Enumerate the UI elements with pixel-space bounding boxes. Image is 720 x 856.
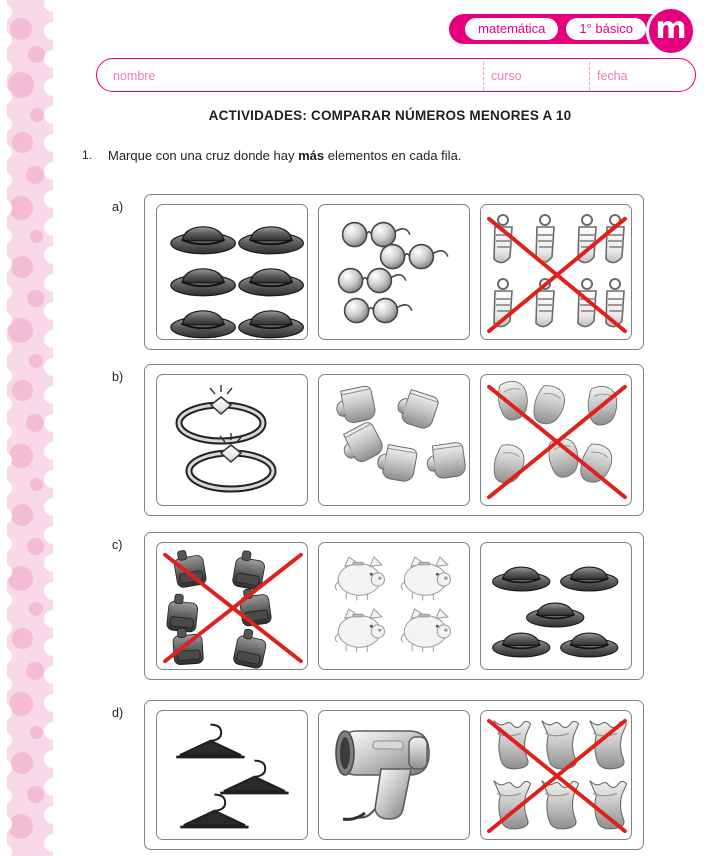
row-label-a: a) xyxy=(112,200,124,214)
row-d-cell-1-hangers[interactable] xyxy=(156,710,308,840)
student-info-bar[interactable] xyxy=(96,58,696,92)
row-b-cell-3-slippers[interactable] xyxy=(480,374,632,506)
grade-label: 1° básico xyxy=(566,18,646,40)
instruction-bold: más xyxy=(298,148,325,163)
row-d-cell-2-hair-dryer[interactable] xyxy=(318,710,470,840)
infobar-divider-1 xyxy=(483,62,484,90)
instruction-suffix: elementos en cada fila. xyxy=(324,148,462,163)
row-a-cell-2-glasses[interactable] xyxy=(318,204,470,340)
row-label-d: d) xyxy=(112,706,124,720)
row-label-b: b) xyxy=(112,370,124,384)
course-field-label[interactable]: curso xyxy=(491,69,522,83)
decorative-side-band xyxy=(0,0,60,856)
row-d-cell-3-vases[interactable] xyxy=(480,710,632,840)
row-c-cell-3-hats[interactable] xyxy=(480,542,632,670)
row-label-c: c) xyxy=(112,538,123,552)
row-b-cell-1-rings[interactable] xyxy=(156,374,308,506)
instruction-prefix: Marque con una cruz donde hay xyxy=(108,148,299,163)
row-b-cell-2-mittens[interactable] xyxy=(318,374,470,506)
name-field-label[interactable]: nombre xyxy=(113,69,156,83)
infobar-divider-2 xyxy=(589,62,590,90)
row-a-cell-1-hats[interactable] xyxy=(156,204,308,340)
brand-logo-icon: m xyxy=(646,6,696,56)
worksheet-page xyxy=(60,0,720,856)
question-instruction xyxy=(108,148,461,163)
worksheet-header xyxy=(60,0,720,56)
page-title: ACTIVIDADES: COMPARAR NÚMEROS MENORES A 10 xyxy=(208,108,572,123)
row-c-cell-2-piggy-banks[interactable] xyxy=(318,542,470,670)
question-number: 1. xyxy=(82,148,93,162)
row-c-cell-1-backpacks[interactable] xyxy=(156,542,308,670)
subject-label: matemática xyxy=(465,18,558,40)
date-field-label[interactable]: fecha xyxy=(597,69,628,83)
row-a-cell-3-socks[interactable] xyxy=(480,204,632,340)
